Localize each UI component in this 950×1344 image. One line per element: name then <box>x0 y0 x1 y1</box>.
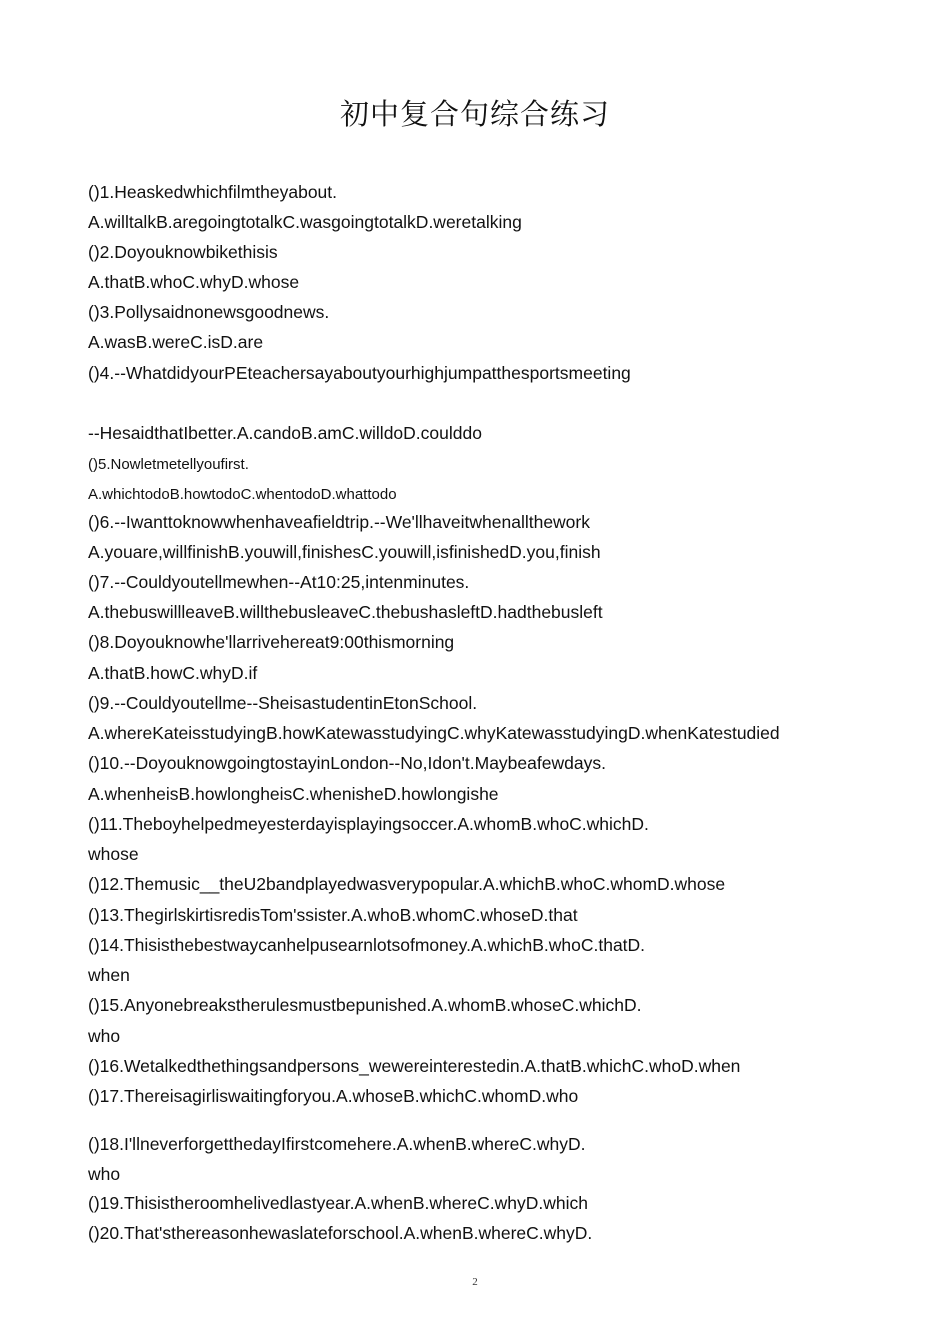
question-line: ()9.--Couldyoutellme--SheisastudentinEtonSchool. <box>88 693 478 713</box>
options-line: A.thatB.whoC.whyD.whose <box>88 272 300 292</box>
options-line: A.whenheisB.howlongheisC.whenisheD.howlongishe <box>88 784 499 804</box>
question-line: ()15.Anyonebreakstherulesmustbepunished.A.whomB.whoseC.whichD. <box>88 995 642 1015</box>
options-line: when <box>88 965 130 985</box>
options-line: A.whereKateisstudyingB.howKatewasstudyingC.whyKatewasstudyingD.whenKatestudied <box>88 723 780 743</box>
options-line: who <box>88 1164 121 1184</box>
question-line: ()6.--Iwanttoknowwhenhaveafieldtrip.--We'llhaveitwhenallthework <box>88 512 590 532</box>
options-line: A.thatB.howC.whyD.if <box>88 663 258 683</box>
question-line: ()8.Doyouknowhe'llarrivehereat9:00thismorning <box>88 632 455 652</box>
question-line: ()20.That'sthereasonhewaslateforschool.A.whenB.whereC.whyD. <box>88 1223 593 1243</box>
question-line: ()19.Thisistheroomhelivedlastyear.A.whenB.whereC.whyD.which <box>88 1193 588 1213</box>
question-line: ()17.Thereisagirliswaitingforyou.A.whoseB.whichC.whomD.who <box>88 1086 579 1106</box>
question-line: ()4.--WhatdidyourPEteachersayaboutyourhighjumpatthesportsmeeting <box>88 363 631 383</box>
question-line: ()16.Wetalkedthethingsandpersons_wewereinterestedin.A.thatB.whichC.whoD.when <box>88 1056 741 1076</box>
options-line: A.thebuswillleaveB.willthebusleaveC.thebushasleftD.hadthebusleft <box>88 602 603 622</box>
question-line: ()2.Doyouknowbikethisis <box>88 242 278 262</box>
page-title: 初中复合句综合练习 <box>339 97 610 131</box>
options-line: whose <box>88 844 139 864</box>
question-line: ()5.Nowletmetellyoufirst. <box>88 456 249 473</box>
question-line: ()10.--DoyouknowgoingtostayinLondon--No,Idon't.Maybeafewdays. <box>88 753 606 773</box>
page-number: 2 <box>472 1276 478 1288</box>
options-line: who <box>88 1026 121 1046</box>
options-line: A.whichtodoB.howtodoC.whentodoD.whattodo <box>88 486 397 503</box>
question-line: ()11.Theboyhelpedmeyesterdayisplayingsoccer.A.whomB.whoC.whichD. <box>88 814 649 834</box>
question-line: ()12.Themusic__theU2bandplayedwasverypopular.A.whichB.whoC.whomD.whose <box>88 874 726 894</box>
options-line: A.willtalkB.aregoingtotalkC.wasgoingtotalkD.weretalking <box>88 212 522 232</box>
options-line: A.youare,willfinishB.youwill,finishesC.youwill,isfinishedD.you,finish <box>88 542 601 562</box>
question-line: ()18.I'llneverforgetthedayIfirstcomehere.A.whenB.whereC.whyD. <box>88 1134 586 1154</box>
question-line: ()7.--Couldyoutellmewhen--At10:25,intenminutes. <box>88 572 470 592</box>
options-line: A.wasB.wereC.isD.are <box>88 332 264 352</box>
question-line: ()1.Heaskedwhichfilmtheyabout. <box>88 182 338 202</box>
question-line: --HesaidthatIbetter.A.candoB.amC.willdoD.coulddo <box>88 423 482 443</box>
question-line: ()13.ThegirlskirtisredisTom'ssister.A.whoB.whomC.whoseD.that <box>88 905 578 925</box>
question-line: ()3.Pollysaidnonewsgoodnews. <box>88 302 330 322</box>
question-line: ()14.Thisisthebestwaycanhelpusearnlotsofmoney.A.whichB.whoC.thatD. <box>88 935 646 955</box>
